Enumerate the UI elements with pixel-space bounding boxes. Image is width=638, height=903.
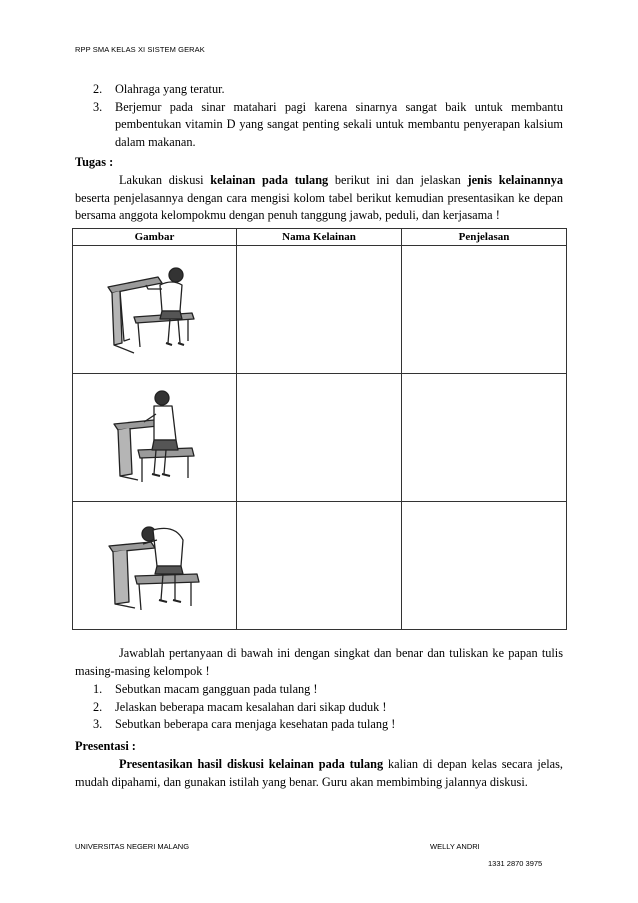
header-gambar: Gambar	[73, 229, 237, 246]
list-item	[93, 699, 563, 717]
nama-kelainan-cell[interactable]	[237, 502, 402, 630]
header-penjelasan: Penjelasan	[402, 229, 567, 246]
questions-list	[93, 681, 563, 734]
list-item	[93, 81, 563, 99]
footer-author: WELLY ANDRI	[430, 842, 480, 851]
table-row	[73, 246, 567, 374]
list-text: Sebutkan beberapa cara menjaga kesehatan pada tulang !	[115, 717, 396, 731]
header-nama-kelainan: Nama Kelainan	[237, 229, 402, 246]
list-number: 1.	[93, 682, 103, 696]
picture-cell	[73, 502, 237, 630]
page-header: RPP SMA KELAS XI SISTEM GERAK	[75, 45, 205, 54]
footer-university: UNIVERSITAS NEGERI MALANG	[75, 842, 190, 851]
list-number: 3.	[93, 717, 103, 731]
list-number: 3.	[93, 99, 103, 114]
tugas-text-3: beserta penjelasannya dengan cara mengisi kolom tabel berikut kemudian presentasikan ke depan bersama anggota kelompokmu dengan penuh tanggung jawab, peduli, dan kerjasama !	[75, 190, 563, 222]
list-number: 2.	[93, 699, 103, 714]
worksheet-table	[72, 228, 567, 630]
list-item	[93, 716, 563, 734]
tugas-bold-2: jenis kelainannya	[467, 173, 563, 187]
list-text: Jelaskan beberapa macam kesalahan dari sikap duduk !	[115, 699, 387, 714]
picture-cell	[73, 246, 237, 374]
penjelasan-cell[interactable]	[402, 246, 567, 374]
tugas-bold-1: kelainan pada tulang	[210, 173, 329, 187]
table-header-row	[73, 229, 567, 246]
presentasi-heading: Presentasi :	[75, 739, 136, 753]
footer-author-id: 1331 2870 3975	[488, 859, 543, 868]
list-item	[93, 99, 563, 152]
student-writing-slouched-image	[105, 516, 205, 616]
presentasi-bold: Presentasikan hasil diskusi kelainan pada tulang	[119, 757, 384, 771]
questions-intro: Jawablah pertanyaan di bawah ini dengan singkat dan benar dan tuliskan ke papan tulis masing-masing kelompok !	[75, 646, 563, 678]
presentasi-text: kalian di depan kelas secara jelas, mudah dipahami, dan gunakan istilah yang benar. Guru akan membimbing jalannya diskusi.	[75, 757, 563, 789]
list-text: Sebutkan macam gangguan pada tulang !	[115, 682, 318, 696]
picture-cell	[73, 374, 237, 502]
presentasi-paragraph	[75, 756, 563, 791]
intro-list	[93, 81, 563, 151]
table-row	[73, 502, 567, 630]
student-writing-hunched-image	[100, 255, 210, 365]
tugas-heading: Tugas :	[75, 155, 114, 169]
nama-kelainan-cell[interactable]	[237, 374, 402, 502]
tugas-paragraph	[75, 172, 563, 225]
list-text: Berjemur pada sinar matahari pagi karena sinarnya sangat baik untuk membantu pembentukan vitamin D yang sangat penting sekali untuk membantu penyerapan kalsium dalam makanan.	[115, 99, 563, 149]
nama-kelainan-cell[interactable]	[237, 246, 402, 374]
tugas-text-2: berikut ini dan jelaskan	[328, 173, 468, 187]
penjelasan-cell[interactable]	[402, 502, 567, 630]
penjelasan-cell[interactable]	[402, 374, 567, 502]
list-item	[93, 681, 563, 699]
list-number: 2.	[93, 82, 103, 96]
list-text: Olahraga yang teratur.	[115, 82, 225, 96]
tugas-text-1: Lakukan diskusi	[119, 173, 211, 187]
table-row	[73, 374, 567, 502]
student-writing-upright-image	[110, 388, 200, 488]
